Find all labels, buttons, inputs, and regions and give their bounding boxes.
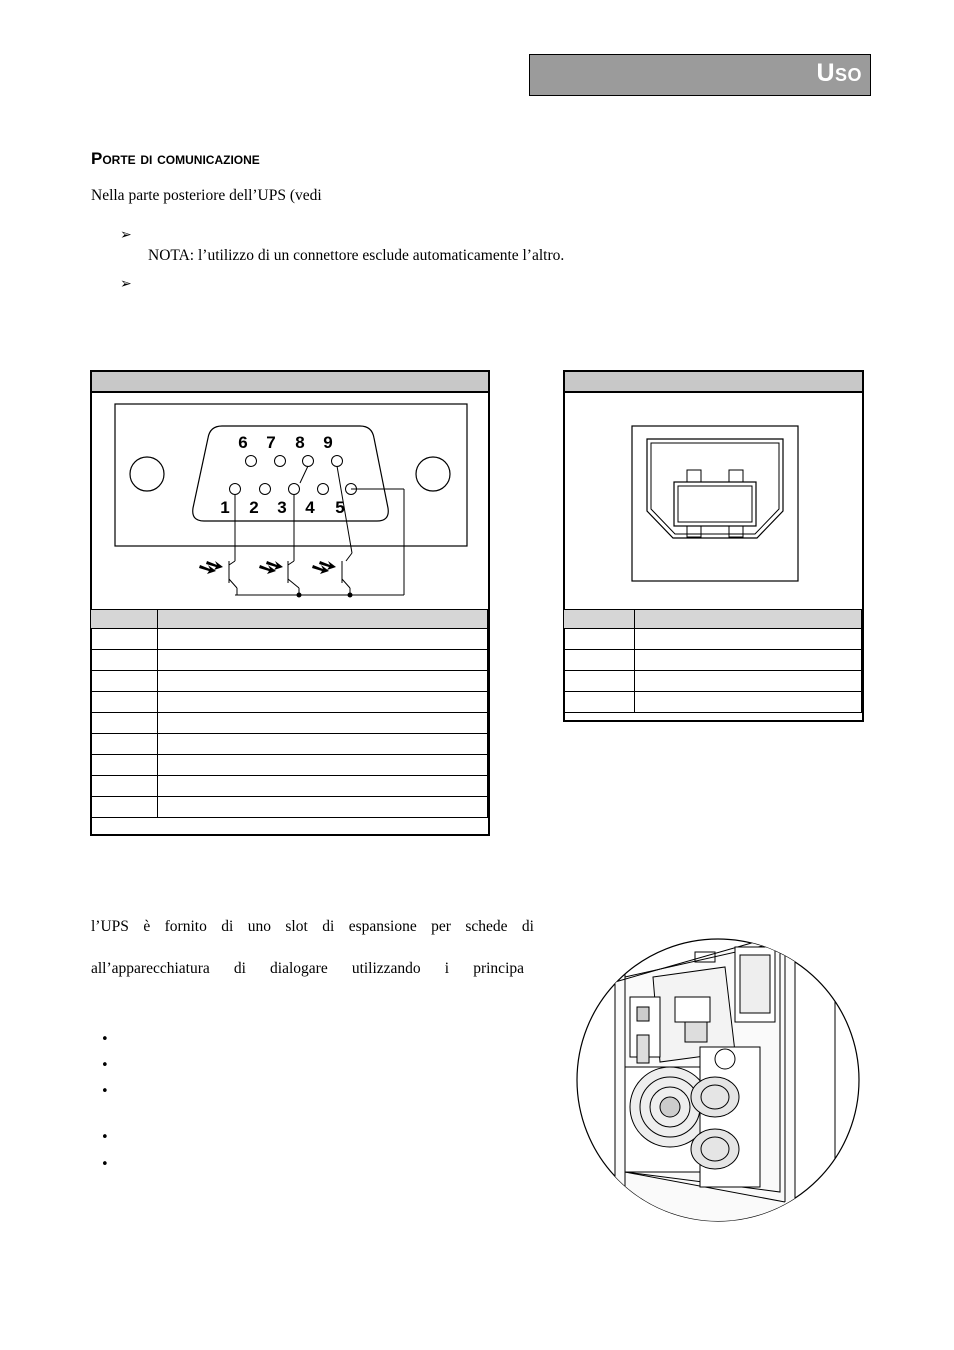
pin-label-3: 3 <box>277 498 287 517</box>
pin-label-9: 9 <box>323 433 333 452</box>
note-text: NOTA: l’utilizzo di un connettore esclude automaticamente l’altro. <box>148 247 565 264</box>
pin-label-6: 6 <box>238 433 248 452</box>
section-title: Porte di comunicazione <box>91 149 260 168</box>
usb-panel <box>563 370 864 722</box>
intro-paragraph: Nella parte posteriore dell’UPS (vedi <box>91 187 322 204</box>
bullet-icon: • <box>101 1084 109 1099</box>
pin-label-7: 7 <box>266 433 276 452</box>
chapter-title: Uso <box>816 59 862 87</box>
usb-panel-header <box>565 372 862 393</box>
bullet-icon: • <box>101 1058 109 1073</box>
db9-panel <box>90 370 490 836</box>
table-row <box>564 629 862 650</box>
arrow-bullet-icon: ➢ <box>120 276 132 292</box>
usb-b-connector-diagram <box>565 393 862 611</box>
table-row <box>91 692 488 713</box>
optocoupler-led-icon <box>199 561 336 574</box>
db9-pin-table <box>90 609 488 818</box>
pin-label-1: 1 <box>220 498 230 517</box>
table-row <box>564 671 862 692</box>
pin-label-2: 2 <box>249 498 259 517</box>
bullet-icon: • <box>101 1157 109 1172</box>
table-row <box>564 692 862 713</box>
bullet-icon: • <box>101 1130 109 1145</box>
bullet-icon: • <box>101 1032 109 1047</box>
table-row <box>91 734 488 755</box>
table-row <box>91 776 488 797</box>
pin-label-8: 8 <box>295 433 305 452</box>
usb-pin-table <box>563 609 862 713</box>
ups-rear-panel-illustration <box>575 937 863 1225</box>
table-row <box>91 755 488 776</box>
table-header-row <box>564 610 862 629</box>
table-row <box>564 650 862 671</box>
db9-connector-diagram <box>92 393 488 611</box>
table-row <box>91 629 488 650</box>
table-row <box>91 713 488 734</box>
table-row <box>91 797 488 818</box>
pin-label-5: 5 <box>335 498 345 517</box>
pin-label-4: 4 <box>305 498 315 517</box>
expansion-line-1: l’UPS è fornito di uno slot di espansione per schede di <box>91 918 534 935</box>
expansion-line-2: all’apparecchiatura di dialogare utilizzando i principa <box>91 960 524 977</box>
table-row <box>91 650 488 671</box>
table-row <box>91 671 488 692</box>
chapter-header <box>529 54 871 96</box>
arrow-bullet-icon: ➢ <box>120 227 132 243</box>
table-header-row <box>91 610 488 629</box>
db9-panel-header <box>92 372 488 393</box>
